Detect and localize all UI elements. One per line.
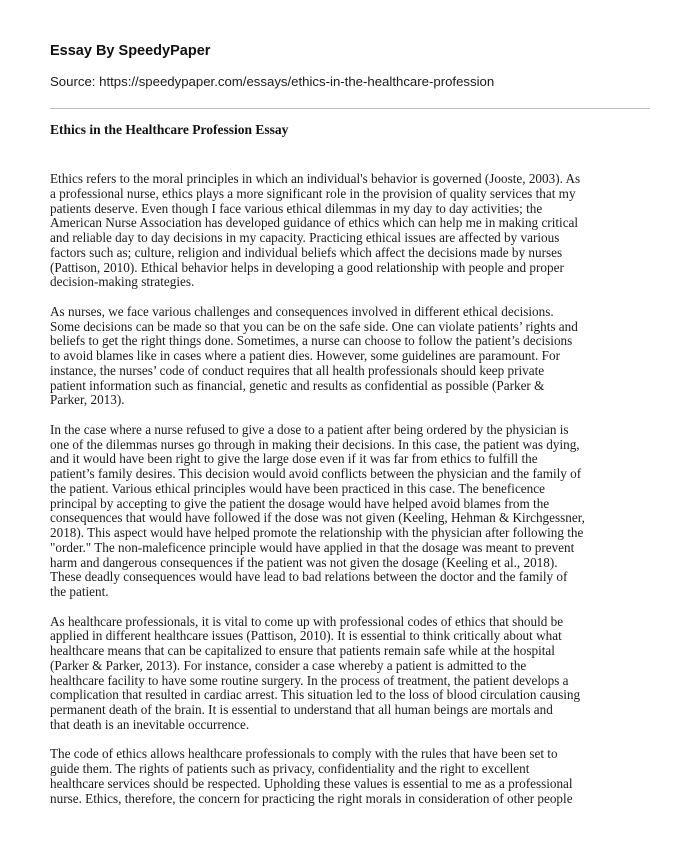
essay-paragraph xyxy=(50,747,650,806)
paragraph-line: patient’s family desires. This decision would avoid conflicts between the physician and the family of xyxy=(50,466,582,481)
paragraph-line: Ethics refers to the moral principles in which an individual's behavior is governed (Jooste, 2003). As xyxy=(50,171,581,186)
paragraph-line: healthcare services should be respected. Upholding these values is essential to me as a professional xyxy=(50,775,573,791)
essay-body xyxy=(50,172,650,821)
paragraph-line: 2018). This aspect would have helped promote the relationship with the physician after following the xyxy=(50,525,584,540)
paragraph-line: guide them. The rights of patients such as privacy, confidentiality and the right to excellent xyxy=(50,761,530,776)
paragraph-line: permanent death of the brain. It is essential to understand that all human beings are mortals and xyxy=(50,702,553,717)
paragraph-line: As nurses, we face various challenges and consequences involved in different ethical decisions. xyxy=(50,303,554,319)
paragraph-line: and it would have been right to give the large dose even if it was far from ethics to fulfill the xyxy=(50,451,538,467)
paragraph-line: to avoid blames like in cases where a patient dies. However, some guidelines are paramount. For xyxy=(50,348,560,363)
essay-paragraph xyxy=(50,305,650,408)
essay-paragraph xyxy=(50,172,650,290)
paragraph-line: (Parker & Parker, 2013). For instance, consider a case whereby a patient is admitted to the xyxy=(50,657,527,673)
paragraph-line: a professional nurse, ethics plays a more significant role in the provision of quality services that my xyxy=(50,185,576,201)
paragraph-line: decision-making strategies. xyxy=(50,274,195,290)
paragraph-line: instance, the nurses’ code of conduct requires that all health professionals should keep private xyxy=(50,362,545,378)
paragraph-line: American Nurse Association has developed guidance of ethics which can help me in making critical xyxy=(50,215,579,231)
paragraph-line: healthcare means that can be capitalized to ensure that patients remain safe while at the hospital xyxy=(50,643,555,658)
paragraph-line: Parker, 2013). xyxy=(50,392,125,408)
paragraph-line: The code of ethics allows healthcare professionals to comply with the rules that have been set to xyxy=(50,746,558,762)
essay-paragraph xyxy=(50,423,650,600)
paragraph-line: Some decisions can be made so that you can be on the safe side. One can violate patients’ rights and xyxy=(50,318,578,334)
essay-title: Ethics in the Healthcare Profession Essay xyxy=(50,122,289,137)
paragraph-line: the patient. Various ethical principles would have been practiced in this case. The beneficence xyxy=(50,480,545,496)
paragraph-line: nurse. Ethics, therefore, the concern for practicing the right morals in consideration of other people xyxy=(50,790,573,806)
paragraph-line: consequences that would have followed if the dose was not given (Keeling, Hehman & Kirchgessner, xyxy=(50,510,585,526)
paragraph-line: that death is an inevitable occurrence. xyxy=(50,716,250,732)
paragraph-line: As healthcare professionals, it is vital to come up with professional codes of ethics that should be xyxy=(50,613,564,629)
paragraph-line: healthcare facility to have some routine surgery. In the process of treatment, the patient develops a xyxy=(50,672,569,688)
paragraph-line: factors such as; culture, religion and individual beliefs which affect the decisions made by nurses xyxy=(50,244,563,260)
header-divider xyxy=(50,108,650,109)
paragraph-line: principal by accepting to give the patient the dosage would have helped avoid blames from the xyxy=(50,495,550,511)
paragraph-line: patient information such as financial, genetic and results as confidential as possible (Parker & xyxy=(50,377,545,393)
paragraph-line: (Pattison, 2010). Ethical behavior helps in developing a good relationship with people and proper xyxy=(50,259,564,275)
essay-paragraph xyxy=(50,615,650,733)
paragraph-line: complication that resulted in cardiac arrest. This situation led to the loss of blood circulation causing xyxy=(50,687,581,703)
paragraph-line: These deadly consequences would have lead to bad relations between the doctor and the family of xyxy=(50,569,568,585)
paragraph-line: beliefs to get the right things done. Sometimes, a nurse can choose to follow the patient’s decisions xyxy=(50,333,573,349)
paragraph-line: "order." The non-maleficence principle would have applied in that the dosage was meant to prevent xyxy=(50,539,575,555)
document-source: Source: https://speedypaper.com/essays/ethics-in-the-healthcare-profession xyxy=(50,74,495,89)
paragraph-line: the patient. xyxy=(50,584,109,599)
document-brand: Essay By SpeedyPaper xyxy=(50,43,211,59)
paragraph-line: applied in different healthcare issues (Pattison, 2010). It is essential to think critically about what xyxy=(50,628,562,644)
paragraph-line: and reliable day to day decisions in my capacity. Practicing ethical issues are affected by various xyxy=(50,230,560,245)
paragraph-line: patients deserve. Even though I face various ethical dilemmas in my day to day activities; the xyxy=(50,200,543,216)
paragraph-line: harm and dangerous consequences if the patient was not given the dosage (Keeling et al., 2018). xyxy=(50,554,558,570)
paragraph-line: In the case where a nurse refused to give a dose to a patient after being ordered by the physician is xyxy=(50,421,569,437)
paragraph-line: one of the dilemmas nurses go through in making their decisions. In this case, the patient was dying, xyxy=(50,436,580,452)
